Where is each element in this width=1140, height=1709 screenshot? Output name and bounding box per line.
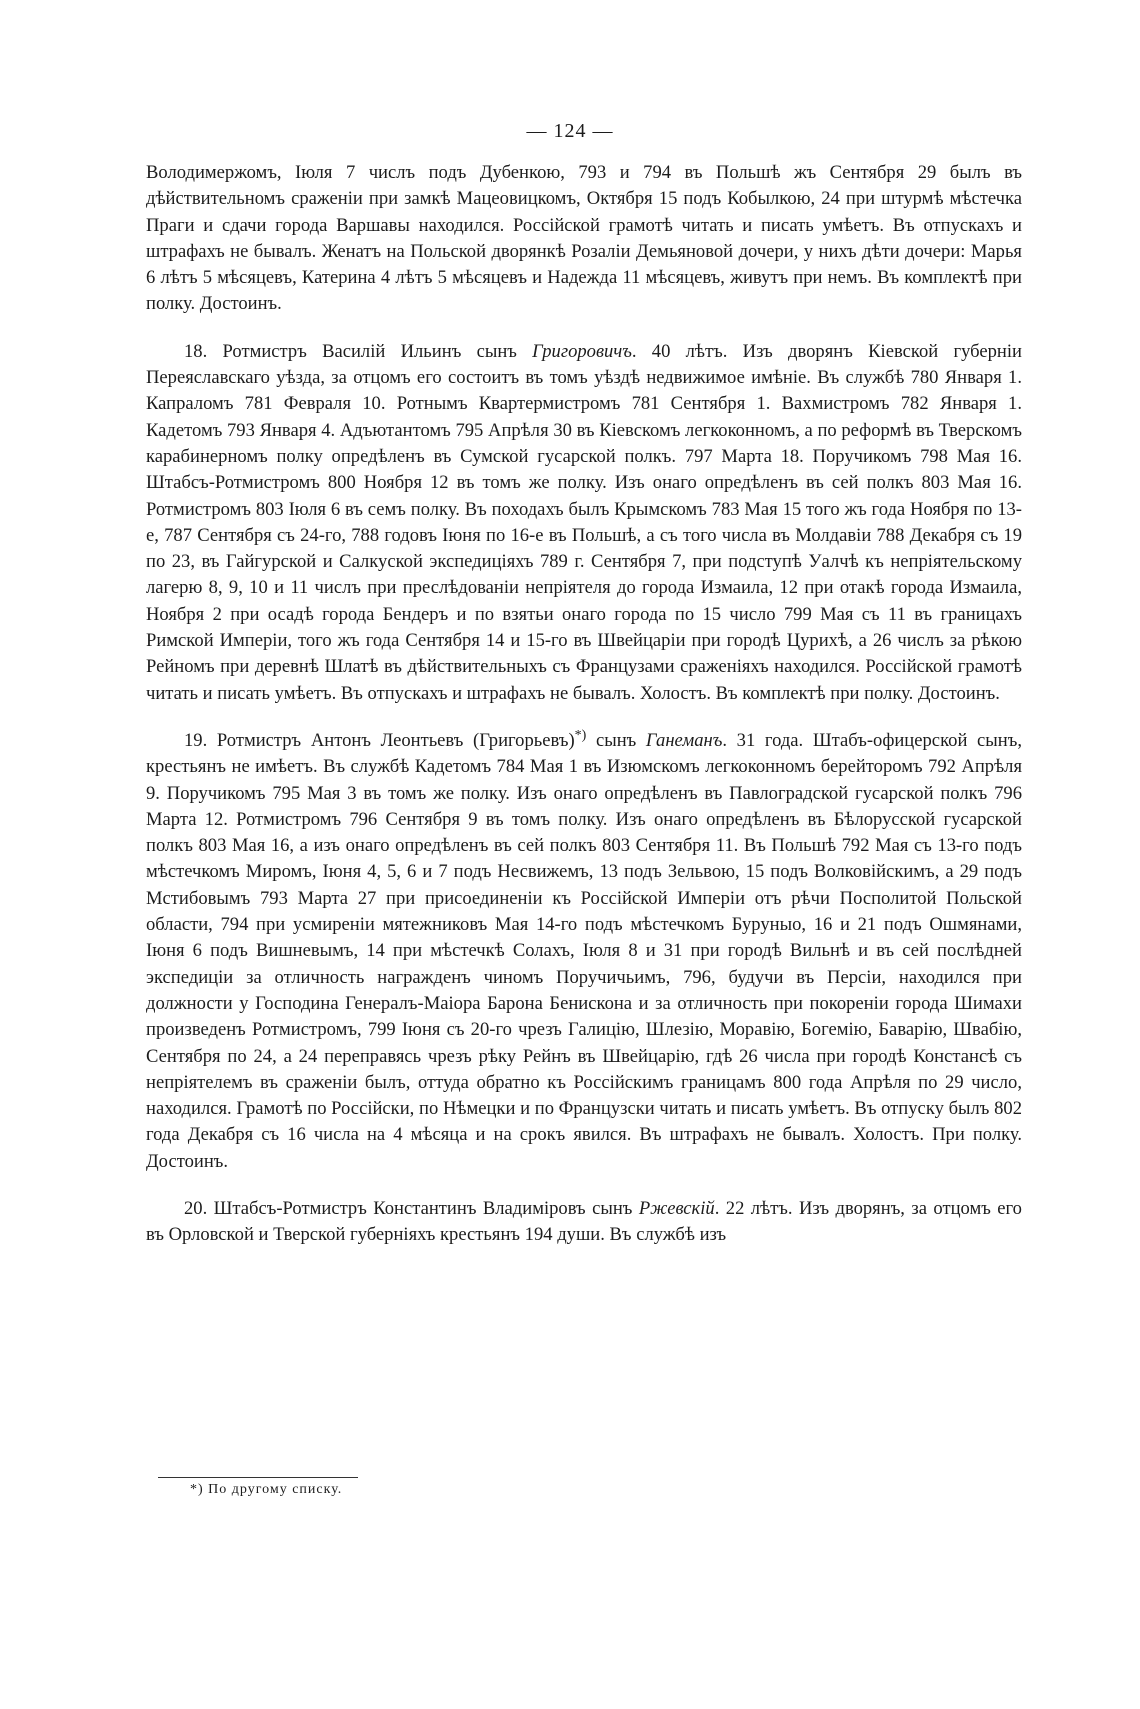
entry-19 [146,728,1022,1175]
entry-18 [146,339,1022,707]
entry-19-middle: сынъ [586,729,646,751]
paragraph-continuation: Володимержомъ, Іюля 7 числъ подъ Дубенкою, 793 и 794 въ Польшѣ жъ Сентября 29 былъ въ дѣйствительномъ сраженіи при замкѣ Мацеовицкомъ, Октября 15 подъ Кобылкою, 24 при штурмѣ мѣстечка Праги и сдачи города Варшавы находился. Россійской грамотѣ читать и писать умѣетъ. Въ отпускахъ и штрафахъ не бывалъ. Женатъ на Польской дворянкѣ Розаліи Демьяновой дочери, у нихъ дѣти дочери: Марья 6 лѣтъ 5 мѣсяцевъ, Катерина 4 лѣтъ 5 мѣсяцевъ и Надежда 11 мѣсяцевъ, живутъ при немъ. Въ комплектѣ при полку. Достоинъ. [146,162,1022,315]
entry-19-body: . 31 года. Штабъ-офицерской сынъ, крестьянъ не имѣетъ. Въ службѣ Кадетомъ 784 Мая 1 въ Изюмскомъ легкоконномъ берейторомъ 792 Апрѣля 9. Поручикомъ 795 Мая 3 въ томъ же полку. Изъ онаго опредѣленъ въ Павлоградской гусарской полкъ 796 Марта 12. Ротмистромъ 796 Сентября 9 въ томъ полку. Изъ онаго опредѣленъ въ Бѣлорусской гусарской полкъ 803 Мая 16, а изъ онаго опредѣленъ въ сей полкъ 803 Сентября 11. Въ Польшѣ 792 Мая съ 13-го подъ мѣстечкомъ Миромъ, Іюня 4, 5, 6 и 7 подъ Несвижемъ, 13 подъ Зельвою, 15 подъ Волковійскимъ, а 29 подъ Мстибовымъ 793 Марта 27 при присоединеніи къ Россійской Имперіи отъ рѣчи Посполитой Польской области, 794 при усмиреніи мятежниковъ Мая 14-го подъ мѣстечкомъ Буруныо, 16 и 21 подъ Ошмянами, Іюня 6 подъ Вишневымъ, 14 при мѣстечкѣ Солахъ, Іюля 8 и 31 при городѣ Вильнѣ и въ сей послѣдней экспедиціи за отличность награжденъ чиномъ Поручичьимъ, 796, будучи въ Персіи, находился при должности у Господина Генералъ-Маіора Барона Бенискона и за отличность при покореніи города Шимахи произведенъ Ротмистромъ, 799 Іюня съ 20-го чрезъ Галицію, Шлезію, Моравію, Богемію, Баварію, Швабію, Сентября по 24, а 24 переправясь чрезъ рѣку Рейнъ въ Швейцарію, гдѣ 26 числа при городѣ Констансѣ съ непріятелемъ въ сраженіи былъ, оттуда обратно къ Россійскимъ границамъ 800 года Апрѣля по 29 число, находился. Грамотѣ по Россійски, по Нѣмецки и по Французски читать и писать умѣетъ. Въ отпуску былъ 802 года Декабря съ 16 числа на 4 мѣсяца и на срокъ явился. Въ штрафахъ не бывалъ. Холостъ. При полку. Достоинъ. [146,729,1023,1172]
entry-18-lead: 18. Ротмистръ Василій Ильинъ сынъ [184,340,533,362]
entry-18-body: . 40 лѣтъ. Изъ дворянъ Кіевской губерніи Переяславскаго уѣзда, за отцомъ его состоитъ въ томъ уѣздѣ недвижимое имѣніе. Въ службѣ 780 Января 1. Капраломъ 781 Февраля 10. Ротнымъ Квартермистромъ 781 Сентября 1. Вахмистромъ 782 Января 1. Кадетомъ 793 Января 4. Адъютантомъ 795 Апрѣля 30 въ Кіевскомъ легкоконномъ, а по реформѣ въ Тверскомъ карабинерномъ полку опредѣленъ въ Сумской гусарской полкъ. 797 Марта 18. Поручикомъ 798 Мая 16. Штабсъ-Ротмистромъ 800 Ноября 12 въ томъ же полку. Изъ онаго опредѣленъ въ сей полкъ 803 Мая 16. Ротмистромъ 803 Іюля 6 въ семъ полку. Въ походахъ былъ Крымскомъ 783 Мая 15 того жъ года Ноября по 13-е, 787 Сентября съ 24-го, 788 годовъ Іюня по 16-е въ Польшѣ, а съ того числа въ Молдавіи 788 Декабря съ 19 по 23, въ Гайгурской и Салкуской экспедиціяхъ 789 г. Сентября 7, при подступѣ Уалчѣ къ непріятельскому лагерю 8, 9, 10 и 11 числъ при преслѣдованіи непріятеля до города Измаила, 12 при отакѣ города Измаила, Ноября 2 при осадѣ города Бендеръ и по взятьи онаго города по 15 число 799 Мая съ 11 въ границахъ Римской Имперіи, того жъ года Сентября 14 и 15-го въ Швейцаріи при городѣ Цурихѣ, а 26 числъ за рѣкою Рейномъ при деревнѣ Шлатѣ въ дѣйствительныхъ съ Французами сраженіяхъ находился. Россійской грамотѣ читать и писать умѣетъ. Въ отпускахъ и штрафахъ не бывалъ. Холостъ. Въ комплектѣ при полку. Достоинъ. [146,340,1022,704]
footnote-marker: *) [574,727,587,743]
entry-19-surname: Ганеманъ [645,729,723,751]
entry-20-body: . 22 лѣтъ. Изъ дворянъ, за отцомъ его въ Орловской и Тверской губерніяхъ крестьянъ 194 души. Въ службѣ изъ [146,1197,1022,1246]
body-text [146,160,1022,1249]
entry-18-surname: Григоровичъ [532,340,632,362]
footnote: *) По другому списку. [190,1482,343,1497]
entry-20-surname: Ржевскій [638,1197,715,1219]
entry-20 [146,1196,1022,1249]
entry-19-lead: 19. Ротмистръ Антонъ Леонтьевъ (Григорьевъ) [184,729,575,751]
footnote-divider [158,1477,358,1478]
entry-20-lead: 20. Штабсъ-Ротмистръ Константинъ Владиміровъ сынъ [184,1197,639,1219]
page-number: — 124 — [526,120,614,142]
